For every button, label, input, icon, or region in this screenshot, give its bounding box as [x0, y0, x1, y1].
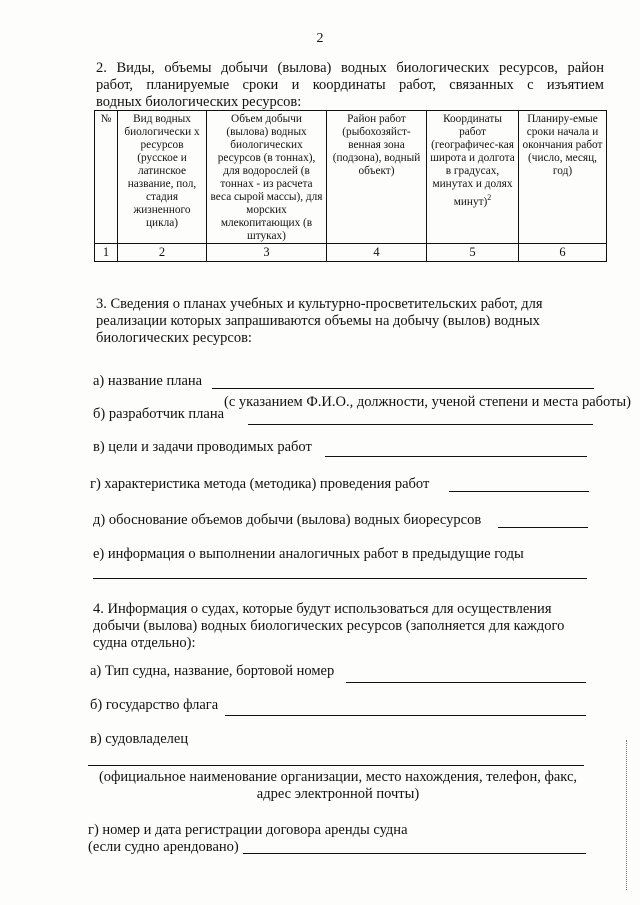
plan-developer-label: б) разработчик плана	[93, 406, 225, 422]
col-number-2: 2	[118, 244, 207, 262]
section-4-heading-line-3: судна отдельно):	[93, 635, 196, 651]
header-species: Вид водных биологически х ресурсов (русское и латинское название, пол, стадия жизненного цикла)	[118, 111, 207, 244]
plan-name-label: а) название плана	[93, 373, 203, 389]
vessel-type-label: а) Тип судна, название, бортовой номер	[90, 663, 335, 679]
header-number: №	[95, 111, 118, 244]
goals-label: в) цели и задачи проводимых работ	[93, 439, 312, 455]
flag-state-label: б) государство флага	[90, 697, 219, 713]
section-2-heading	[96, 60, 604, 111]
col-number-4: 4	[327, 244, 427, 262]
previous-works-label: е) информация о выполнении аналогичных работ в предыдущие годы	[93, 546, 524, 562]
section-2-heading-line-3: водных биологических ресурсов:	[96, 94, 302, 110]
footnote-mark: 2	[487, 193, 492, 202]
header-area: Район работ (рыбохозяйст-венная зона (подзона), водный объект)	[327, 111, 427, 244]
col-number-5: 5	[427, 244, 519, 262]
section-2-heading-line-2: работ, планируемые сроки и координаты работ, связанных с изъятием	[96, 77, 604, 93]
charter-contract-field[interactable]	[243, 853, 586, 854]
goals-field[interactable]	[325, 456, 587, 457]
volume-justification-label: д) обоснование объемов добычи (вылова) водных биоресурсов	[93, 512, 482, 528]
section-4-heading	[93, 601, 605, 652]
col-number-3: 3	[207, 244, 327, 262]
flag-state-field[interactable]	[225, 715, 586, 716]
section-2-heading-line-1: 2. Виды, объемы добычи (вылова) водных биологических ресурсов, район	[96, 60, 604, 76]
section-3-heading-line-2: реализации которых запрашиваются объемы на добычу (вылов) водных	[96, 313, 540, 329]
plan-developer-field[interactable]	[248, 424, 593, 425]
method-label: г) характеристика метода (методика) проведения работ	[90, 476, 430, 492]
method-field[interactable]	[449, 491, 589, 492]
charter-contract-label-line-2: (если судно арендовано)	[88, 839, 239, 855]
header-volume: Объем добычи (вылова) водных биологических ресурсов (в тоннах), для водорослей (в тоннах - из расчета веса сырой массы), для морских млекопитающих (в штуках)	[207, 111, 327, 244]
section-4-heading-line-2: добычи (вылова) водных биологических ресурсов (заполняется для каждого	[93, 618, 565, 634]
edge-perforation-mark	[626, 740, 633, 890]
volume-justification-field[interactable]	[498, 527, 588, 528]
col-number-6: 6	[519, 244, 607, 262]
ship-owner-note	[88, 769, 588, 803]
ship-owner-note-line-1: (официальное наименование организации, место нахождения, телефон, факс,	[98, 769, 578, 785]
header-coordinates-text: Координаты работ (географичес-кая широта и долгота в градусах, минутах и долях минут)	[430, 113, 515, 208]
previous-works-field[interactable]	[93, 578, 587, 579]
col-number-1: 1	[95, 244, 118, 262]
header-dates: Планиру-емые сроки начала и окончания работ (число, месяц, год)	[519, 111, 607, 244]
section-3-heading-line-3: биологических ресурсов:	[96, 330, 252, 346]
ship-owner-field[interactable]	[88, 765, 584, 766]
vessel-type-field[interactable]	[346, 682, 586, 683]
resources-table	[94, 110, 607, 262]
header-coordinates	[427, 111, 519, 244]
table-number-row	[95, 244, 607, 262]
charter-contract-label-line-1: г) номер и дата регистрации договора аренды судна	[88, 822, 408, 838]
charter-contract-label	[88, 822, 408, 856]
section-3-heading	[96, 296, 608, 347]
ship-owner-note-line-2: адрес электронной почты)	[256, 786, 420, 802]
ship-owner-label: в) судовладелец	[90, 731, 189, 747]
section-4-heading-line-1: 4. Информация о судах, которые будут использоваться для осуществления	[93, 601, 552, 617]
table-header-row	[95, 111, 607, 244]
plan-name-field[interactable]	[212, 388, 594, 389]
plan-name-note: (с указанием Ф.И.О., должности, ученой степени и места работы)	[224, 394, 632, 410]
page-number: 2	[316, 31, 324, 46]
section-3-heading-line-1: 3. Сведения о планах учебных и культурно-просветительских работ, для	[96, 296, 543, 312]
